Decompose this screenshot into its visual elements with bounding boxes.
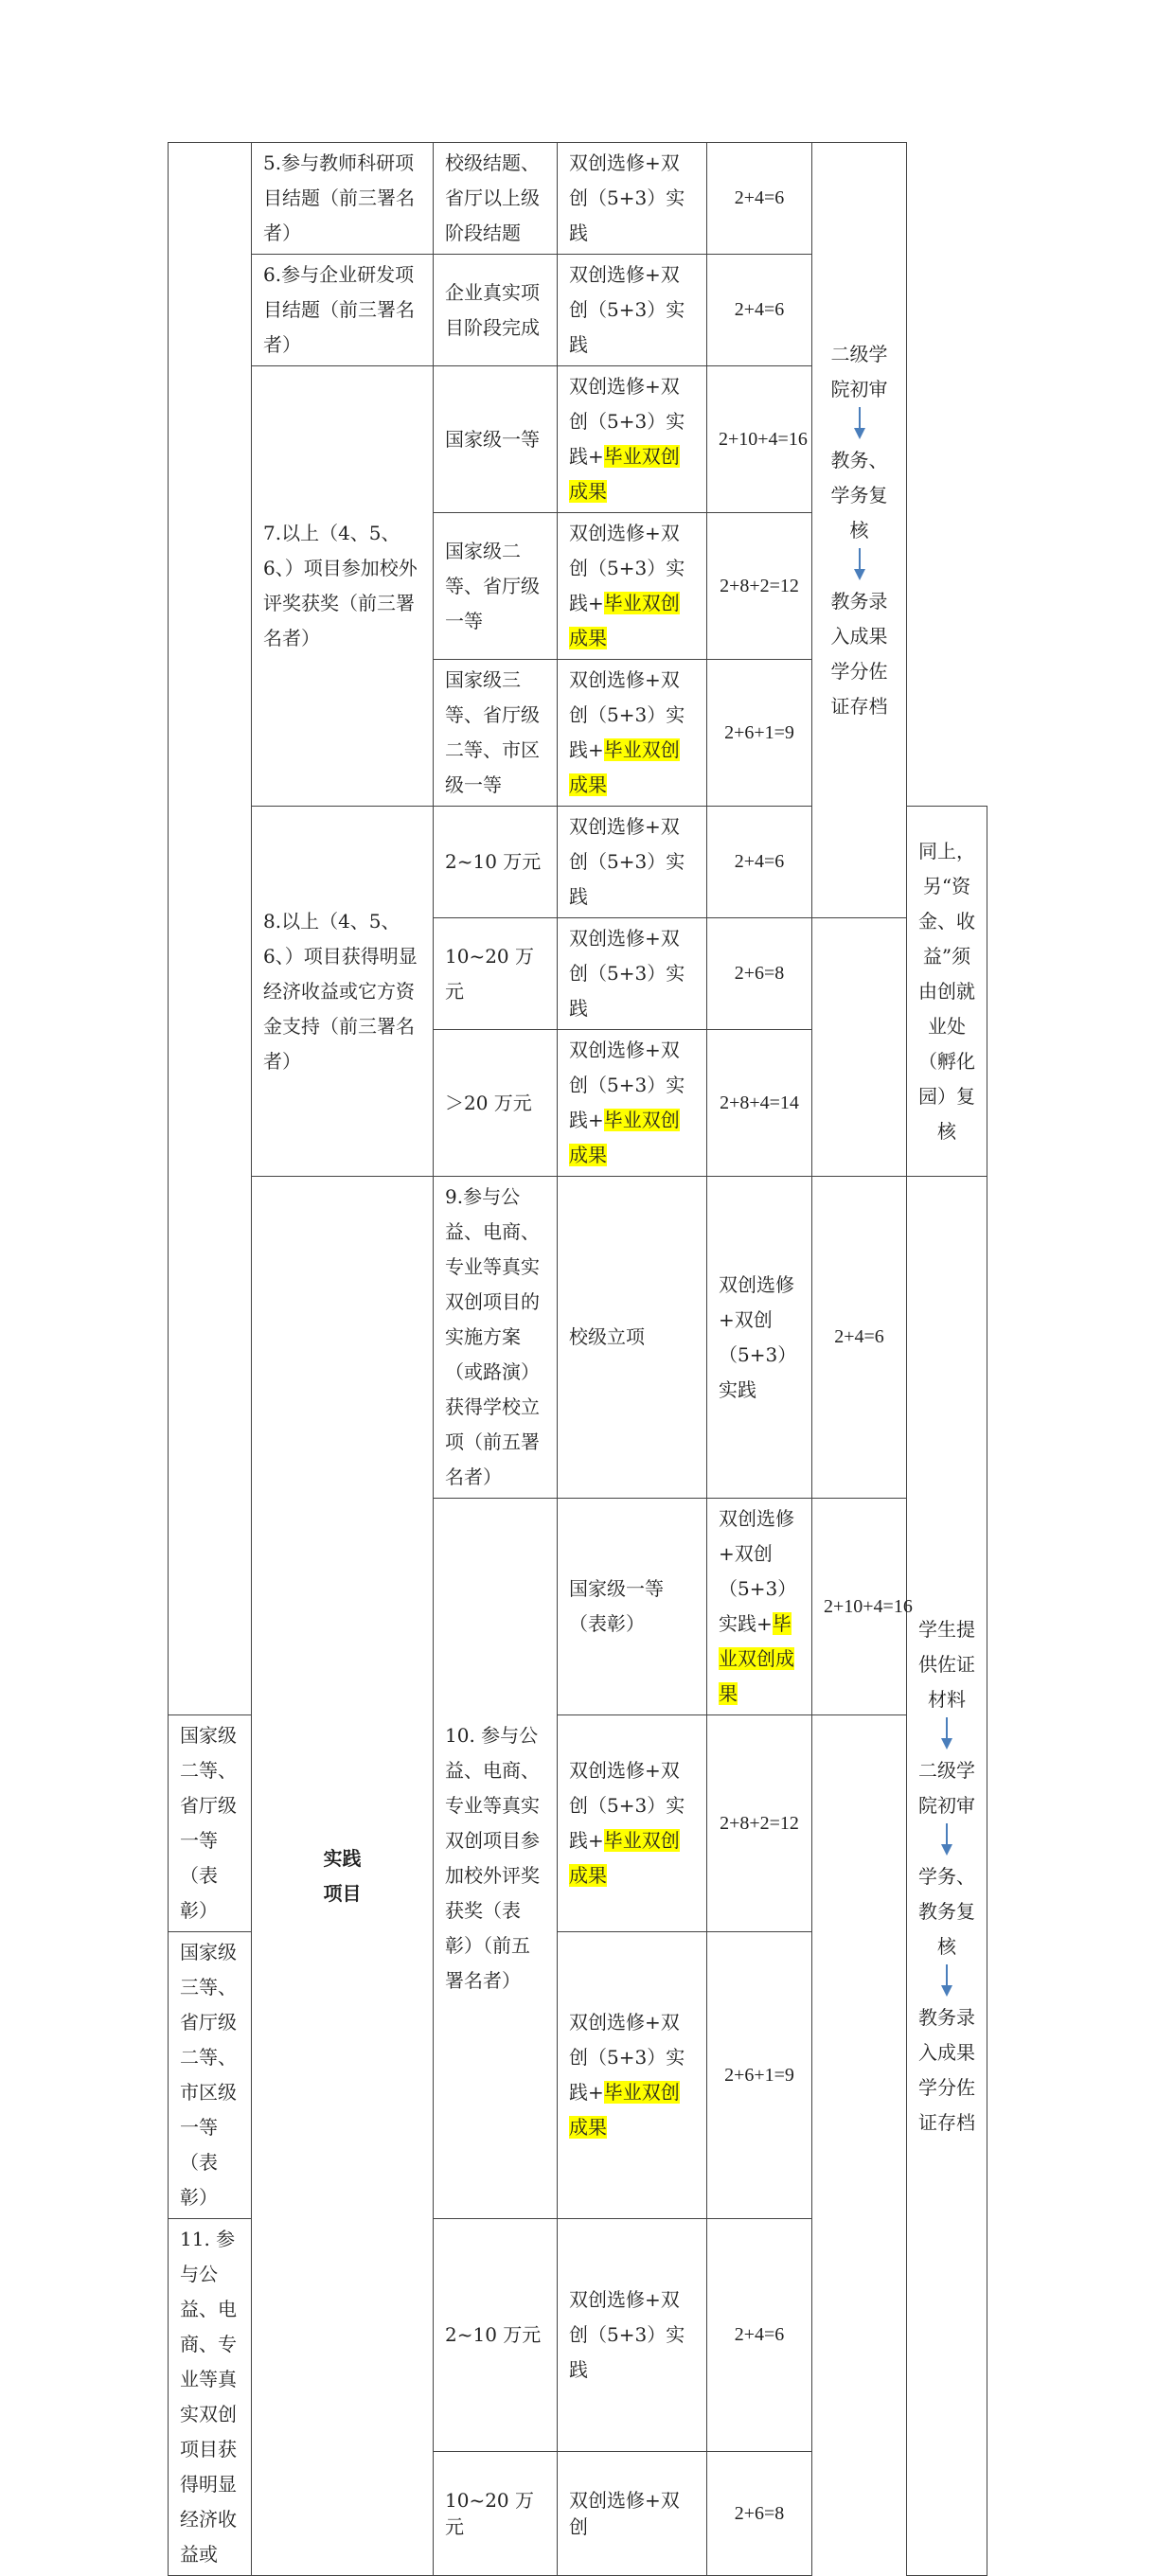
process-flow-a bbox=[812, 143, 907, 918]
credit-10-2: 双创选修+双创（5+3）实践+毕业双创成果 bbox=[558, 1715, 707, 1932]
item-10: 10. 参与公益、电商、专业等真实双创项目参加校外评奖获奖（表彰）（前五署名者） bbox=[434, 1499, 558, 2219]
score-7-1: 2+10+4=16 bbox=[707, 366, 812, 513]
category-practice: 实践 项目 bbox=[252, 1177, 434, 2576]
highlight: 毕业双创成果 bbox=[569, 445, 680, 503]
level-5: 校级结题、省厅以上级阶段结题 bbox=[434, 143, 558, 255]
flow-a-step-2: 教务、学务复核 bbox=[830, 448, 888, 542]
credit-5: 双创选修+双创（5+3）实践 bbox=[558, 143, 707, 255]
score-7-3: 2+6+1=9 bbox=[707, 660, 812, 807]
credit-table bbox=[168, 142, 987, 2576]
down-arrow-icon bbox=[824, 407, 895, 443]
item-8: 8.以上（4、5、6、）项目获得明显经济收益或它方资金支持（前三署名者） bbox=[252, 807, 434, 1177]
level-6: 企业真实项目阶段完成 bbox=[434, 255, 558, 366]
item-9: 9.参与公益、电商、专业等真实双创项目的实施方案（或路演）获得学校立项（前五署名者） bbox=[434, 1177, 558, 1499]
credit-7-2: 双创选修+双创（5+3）实践+毕业双创成果 bbox=[558, 513, 707, 660]
score-6: 2+4=6 bbox=[707, 255, 812, 366]
item-11: 11. 参与公益、电商、专业等真实双创项目获得明显经济收益或 bbox=[169, 2219, 252, 2576]
score-11-2: 2+6=8 bbox=[707, 2451, 812, 2575]
flow-c-step-1: 学生提供佐证材料 bbox=[918, 1617, 975, 1711]
level-7-2: 国家级二等、省厅级一等 bbox=[434, 513, 558, 660]
category-cell-empty bbox=[169, 143, 252, 1715]
flow-c-step-4: 教务录入成果学分佐证存档 bbox=[918, 2005, 975, 2134]
level-10-3: 国家级三等、省厅级二等、市区级一等（表彰） bbox=[169, 1932, 252, 2219]
highlight: 毕业双创成果 bbox=[569, 1109, 680, 1166]
item-7: 7.以上（4、5、6、）项目参加校外评奖获奖（前三署名者） bbox=[252, 366, 434, 807]
highlight: 毕业双创成果 bbox=[569, 738, 680, 796]
score-11-1: 2+4=6 bbox=[707, 2219, 812, 2452]
item-6: 6.参与企业研发项目结题（前三署名者） bbox=[252, 255, 434, 366]
score-10-1: 2+10+4=16 bbox=[812, 1499, 907, 1715]
score-8-2: 2+6=8 bbox=[707, 918, 812, 1030]
level-7-1: 国家级一等 bbox=[434, 366, 558, 513]
score-8-3: 2+8+4=14 bbox=[707, 1030, 812, 1177]
score-10-3: 2+6+1=9 bbox=[707, 1932, 812, 2219]
level-10-2: 国家级二等、省厅级一等（表彰） bbox=[169, 1715, 252, 1932]
highlight: 毕业双创成果 bbox=[569, 1829, 680, 1887]
flow-a-step-3: 教务录入成果学分佐证存档 bbox=[830, 589, 888, 718]
credit-11-2: 双创选修+双创 bbox=[558, 2451, 707, 2575]
flow-c-step-2: 二级学院初审 bbox=[918, 1758, 975, 1817]
down-arrow-icon bbox=[918, 1964, 975, 2000]
credit-9: 双创选修+双创（5+3）实践 bbox=[707, 1177, 812, 1499]
level-8-2: 10~20 万元 bbox=[434, 918, 558, 1030]
level-7-3: 国家级三等、省厅级二等、市区级一等 bbox=[434, 660, 558, 807]
credit-8-3: 双创选修+双创（5+3）实践+毕业双创成果 bbox=[558, 1030, 707, 1177]
down-arrow-icon bbox=[918, 1717, 975, 1753]
level-11-1: 2~10 万元 bbox=[434, 2219, 558, 2452]
flow-a-step-1: 二级学院初审 bbox=[830, 342, 888, 400]
credit-10-1: 双创选修+双创（5+3）实践+毕业双创成果 bbox=[707, 1499, 812, 1715]
process-note-b: 同上，另“资金、收益”须由创就业处（孵化园）复核 bbox=[907, 807, 987, 1177]
credit-10-3: 双创选修+双创（5+3）实践+毕业双创成果 bbox=[558, 1932, 707, 2219]
highlight: 毕业双创成果 bbox=[569, 592, 680, 649]
flow-c-step-3: 学务、教务复核 bbox=[918, 1864, 975, 1958]
score-10-2: 2+8+2=12 bbox=[707, 1715, 812, 1932]
credit-7-1: 双创选修+双创（5+3）实践+毕业双创成果 bbox=[558, 366, 707, 513]
credit-7-3: 双创选修+双创（5+3）实践+毕业双创成果 bbox=[558, 660, 707, 807]
level-8-3: ＞20 万元 bbox=[434, 1030, 558, 1177]
down-arrow-icon bbox=[824, 548, 895, 584]
down-arrow-icon bbox=[918, 1823, 975, 1859]
credit-6: 双创选修+双创（5+3）实践 bbox=[558, 255, 707, 366]
score-5: 2+4=6 bbox=[707, 143, 812, 255]
credit-8-1: 双创选修+双创（5+3）实践 bbox=[558, 807, 707, 918]
score-9: 2+4=6 bbox=[812, 1177, 907, 1499]
process-flow-c bbox=[907, 1177, 987, 2576]
level-11-2: 10~20 万元 bbox=[434, 2451, 558, 2575]
credit-8-2: 双创选修+双创（5+3）实践 bbox=[558, 918, 707, 1030]
highlight: 毕业双创成果 bbox=[569, 2081, 680, 2139]
score-8-1: 2+4=6 bbox=[707, 807, 812, 918]
highlight: 毕业双创成果 bbox=[719, 1612, 794, 1705]
credit-11-1: 双创选修+双创（5+3）实践 bbox=[558, 2219, 707, 2452]
item-5: 5.参与教师科研项目结题（前三署名者） bbox=[252, 143, 434, 255]
level-10-1: 国家级一等（表彰） bbox=[558, 1499, 707, 1715]
score-7-2: 2+8+2=12 bbox=[707, 513, 812, 660]
level-8-1: 2~10 万元 bbox=[434, 807, 558, 918]
level-9: 校级立项 bbox=[558, 1177, 707, 1499]
